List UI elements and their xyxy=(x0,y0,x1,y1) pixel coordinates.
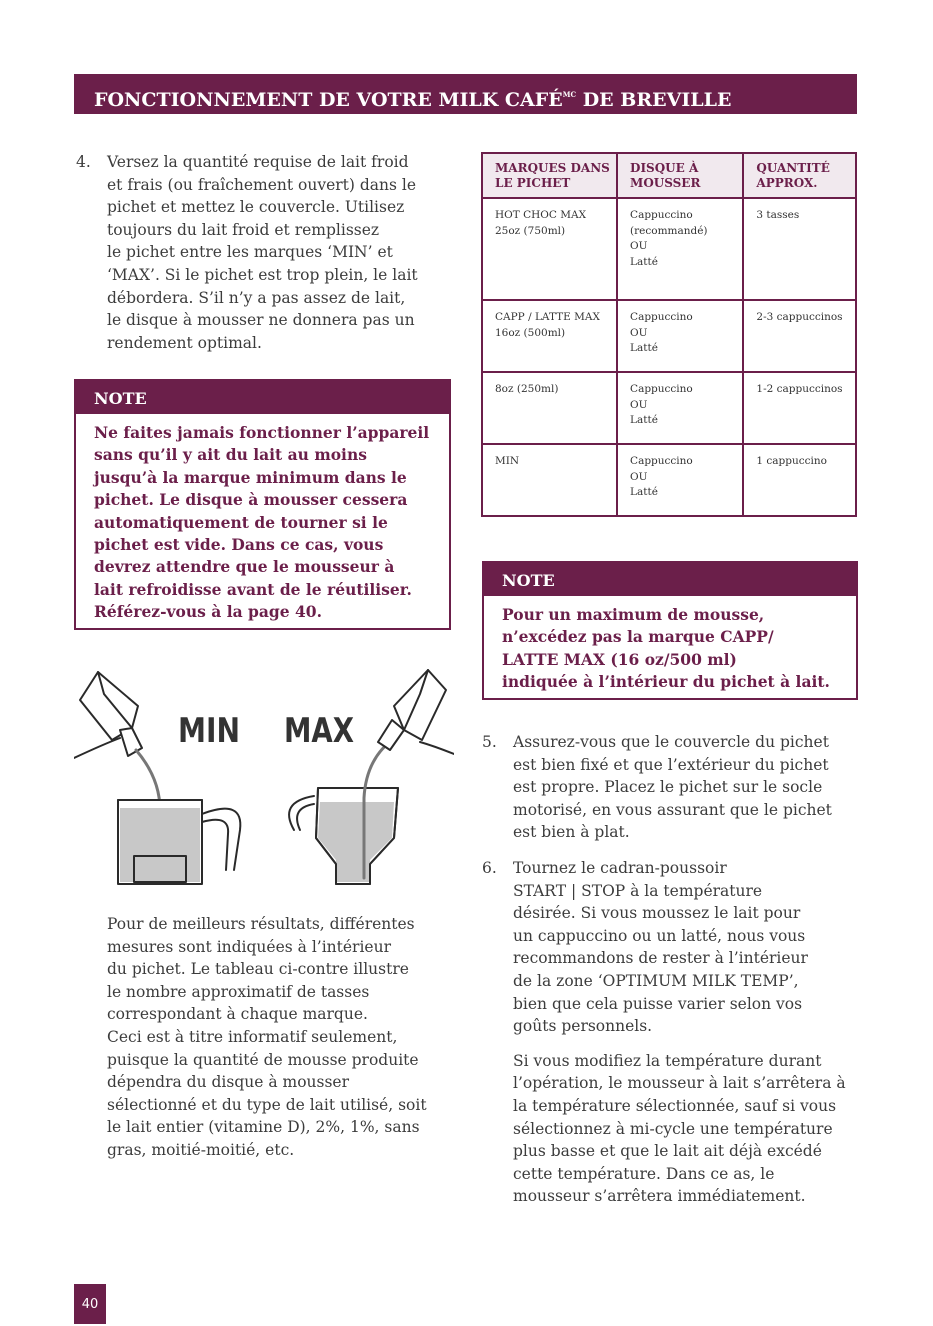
table-cell-qty: 3 tasses xyxy=(743,198,856,300)
step-line: le pichet entre les marques ‘MIN’ et xyxy=(107,243,393,262)
step-line: bien que cela puisse varier selon vos xyxy=(513,994,803,1013)
table-header-row xyxy=(482,153,856,198)
step-number: 4. xyxy=(76,153,91,171)
step-number: 5. xyxy=(482,733,497,751)
page-number: 40 xyxy=(74,1284,106,1324)
step-line: goûts personnels. xyxy=(513,1017,653,1036)
table-cell-qty: 1-2 cappuccinos xyxy=(743,372,856,444)
milk-carton-left-icon xyxy=(74,672,142,758)
step-line: pichet et mettez le couvercle. Utilisez xyxy=(107,198,405,217)
para-line: du pichet. Le tableau ci-contre illustre xyxy=(107,960,409,979)
note-line: Ne faites jamais fonctionner l’appareil xyxy=(94,423,430,442)
para-line: dépendra du disque à mousser xyxy=(107,1073,350,1092)
page-header xyxy=(74,74,857,114)
step-line: recommandons de rester à l’intérieur xyxy=(513,949,808,968)
table-row xyxy=(482,444,856,516)
column-header: MARQUES DANS LE PICHET xyxy=(482,153,617,198)
min-label: MIN xyxy=(178,711,240,751)
para-line: gras, moitié-moitié, etc. xyxy=(107,1140,295,1159)
table-row xyxy=(482,300,856,372)
step-line: rendement optimal. xyxy=(107,333,262,352)
step-line: Tournez le cadran-poussoir xyxy=(513,859,727,877)
column-header: DISQUE À MOUSSER xyxy=(617,153,743,198)
note-box xyxy=(482,561,858,700)
note-title: NOTE xyxy=(76,381,449,414)
note-line: Référez-vous à la page 40. xyxy=(94,602,322,622)
table-cell-qty: 1 cappuccino xyxy=(743,444,856,516)
step-line: Assurez-vous que le couvercle du pichet xyxy=(513,733,829,751)
table-cell-disc: Cappuccino OU Latté xyxy=(617,372,743,444)
para-line: le nombre approximatif de tasses xyxy=(107,982,370,1001)
milk-pitcher-min-icon xyxy=(118,800,240,884)
note-line: jusqu’à la marque minimum dans le xyxy=(94,467,407,487)
note-line: lait refroidisse avant de le réutiliser. xyxy=(94,579,412,599)
note-line: Pour un maximum de mousse, xyxy=(502,605,765,624)
note-line: n’excédez pas la marque CAPP/ xyxy=(502,627,774,647)
step-line: le disque à mousser ne donnera pas un xyxy=(107,311,415,330)
step-line: sélectionnez à mi-cycle une température xyxy=(513,1119,833,1138)
note-line: pichet est vide. Dans ce cas, vous xyxy=(94,535,384,555)
step-line: mousseur s’arrêtera immédiatement. xyxy=(513,1187,806,1206)
step-line: de la zone ‘OPTIMUM MILK TEMP’, xyxy=(513,971,799,990)
note-line: devrez attendre que le mousseur à xyxy=(94,557,395,577)
para-line: le lait entier (vitamine D), 2%, 1%, sans xyxy=(107,1118,420,1137)
note-line: pichet. Le disque à mousser cessera xyxy=(94,490,408,510)
table-cell-disc: Cappuccino (recommandé) OU Latté xyxy=(617,198,743,300)
step-line: est bien fixé et que l’extérieur du pichet xyxy=(513,755,829,774)
milk-marks-table xyxy=(481,152,857,517)
table-cell-qty: 2-3 cappuccinos xyxy=(743,300,856,372)
note-body xyxy=(484,596,856,694)
note-line: indiquée à l’intérieur du pichet à lait. xyxy=(502,672,830,692)
note-title: NOTE xyxy=(484,563,856,596)
step-line: toujours du lait froid et remplissez xyxy=(107,220,380,239)
step-line: plus basse et que le lait ait déjà excédé xyxy=(513,1142,822,1161)
step-line: ‘MAX’. Si le pichet est trop plein, le lait xyxy=(107,265,418,284)
note-body xyxy=(76,414,449,624)
table-cell-disc: Cappuccino OU Latté xyxy=(617,444,743,516)
table-cell-mark: MIN xyxy=(482,444,617,516)
explanation-paragraph xyxy=(107,913,452,1162)
step-line: la température sélectionnée, sauf si vous xyxy=(513,1096,837,1115)
para-line: sélectionné et du type de lait utilisé, soit xyxy=(107,1095,427,1114)
step-line: Si vous modifiez la température durant xyxy=(513,1051,822,1070)
para-line: Ceci est à titre informatif seulement, xyxy=(107,1027,398,1046)
note-box xyxy=(74,379,451,630)
pitcher-fill-illustration xyxy=(74,668,454,890)
note-line: automatiquement de tourner si le xyxy=(94,512,388,532)
note-line: LATTE MAX (16 oz/500 ml) xyxy=(502,649,737,669)
step-5 xyxy=(482,731,858,844)
step-line: un cappuccino ou un latté, nous vous xyxy=(513,926,806,945)
note-line: sans qu’il y ait du lait au moins xyxy=(94,445,367,465)
step-line: cette température. Dans ce as, le xyxy=(513,1164,775,1183)
milk-carton-right-icon xyxy=(378,670,454,754)
header-title-mark: MC xyxy=(562,90,577,99)
step-line: désirée. Si vous moussez le lait pour xyxy=(513,904,801,923)
table-cell-mark: HOT CHOC MAX 25oz (750ml) xyxy=(482,198,617,300)
milk-pitcher-max-icon xyxy=(289,788,398,884)
step-line: l’opération, le mousseur à lait s’arrêtera à xyxy=(513,1074,846,1093)
step-line: Versez la quantité requise de lait froid xyxy=(107,153,409,171)
table-cell-mark: CAPP / LATTE MAX 16oz (500ml) xyxy=(482,300,617,372)
step-line: est propre. Placez le pichet sur le socle xyxy=(513,778,823,797)
table-cell-mark: 8oz (250ml) xyxy=(482,372,617,444)
table-row xyxy=(482,372,856,444)
header-title: FONCTIONNEMENT DE VOTRE MILK CAFÉ xyxy=(94,89,563,111)
header-brand: DE BREVILLE xyxy=(576,89,732,111)
para-line: correspondant à chaque marque. xyxy=(107,1005,368,1024)
step-line: motorisé, en vous assurant que le pichet xyxy=(513,800,832,819)
para-line: mesures sont indiquées à l’intérieur xyxy=(107,937,391,956)
max-label: MAX xyxy=(284,711,354,751)
table-cell-disc: Cappuccino OU Latté xyxy=(617,300,743,372)
step-line: et frais (ou fraîchement ouvert) dans le xyxy=(107,175,417,194)
step-line: débordera. S’il n’y a pas assez de lait, xyxy=(107,288,406,307)
para-line: Pour de meilleurs résultats, différentes xyxy=(107,915,415,933)
column-header: QUANTITÉ APPROX. xyxy=(743,153,856,198)
step-line: est bien à plat. xyxy=(513,823,630,842)
para-line: puisque la quantité de mousse produite xyxy=(107,1050,419,1069)
table-row xyxy=(482,198,856,300)
step-4 xyxy=(76,151,452,354)
step-6 xyxy=(482,857,858,1208)
step-number: 6. xyxy=(482,859,497,877)
step-line: START | STOP à la température xyxy=(513,881,763,900)
